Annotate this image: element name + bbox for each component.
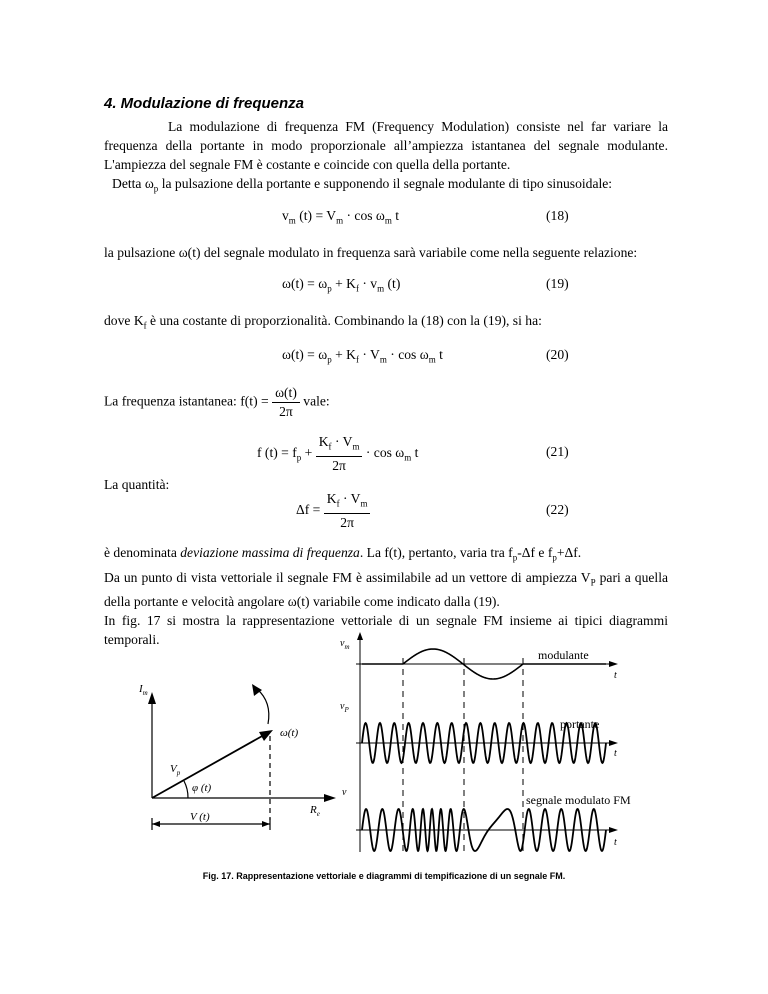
- detta-paragraph: Detta $\omega_p$ la pulsazione della portante e supponendo il segnale modulante di tipo sinusoidale:: [112, 176, 613, 194]
- equation-20-number: (20): [546, 347, 569, 362]
- t-label-2: t: [614, 748, 617, 759]
- after-eq18-paragraph: la pulsazione ω(t) del segnale modulato in frequenza sarà variabile come nella seguente relazione:: [104, 245, 638, 260]
- vp-label: $V_p$: [170, 763, 181, 777]
- omega-label: ω(t): [280, 727, 299, 739]
- vm-label: $v_m$: [340, 638, 350, 651]
- section-title: 4. Modulazione di frequenza: [104, 95, 305, 112]
- x-axis-arrow: [324, 794, 336, 802]
- t-label-1: t: [614, 670, 617, 681]
- equation-22-number: (22): [546, 502, 569, 517]
- x-axis-label: $R_e$: [310, 804, 320, 818]
- equation-20: $\omega(t) = \omega_p + K_f \cdot V_m \cdot \cos \omega_m$ t: [282, 347, 443, 365]
- figure-17: [130, 632, 650, 864]
- y-axis-label: $I_m$: [139, 683, 148, 697]
- intro-paragraph: La modulazione di frequenza FM (Frequency Modulation) consiste nel far variare la frequenza della portante in modo proporzionale all’ampiezza istantanea del segnale modulante. L'ampiezza del segnale FM è costante e coincide con quella della portante.: [104, 119, 668, 172]
- vt-label: V (t): [190, 811, 210, 823]
- time-diagrams: [356, 632, 618, 854]
- equation-21-number: (21): [546, 444, 569, 459]
- equation-19: $\omega(t) = \omega_p + K_f \cdot v_m$ (t): [282, 276, 401, 294]
- phi-label: φ (t): [192, 782, 212, 794]
- rotation-arc-arrow: [252, 684, 262, 696]
- after-eq19-paragraph: dove $K_f$ è una costante di proporzionalità. Combinando la (18) con la (19), si ha:: [104, 313, 542, 331]
- phi-arc: [184, 781, 188, 798]
- equation-21: f $(t) = f_p$ + $\frac{K_f \cdot V_m}{2\pi}$ · $\cos \omega_m$ t: [257, 434, 419, 473]
- rotation-arc: [257, 689, 269, 724]
- phasor-diagram: [148, 684, 336, 830]
- equation-18-number: (18): [546, 208, 569, 223]
- equation-19-number: (19): [546, 276, 569, 291]
- equation-22: Δf = $\frac{K_f \cdot V_m}{2\pi}$: [296, 490, 370, 532]
- v-axis-label: v: [342, 787, 347, 798]
- figure-caption: Fig. 17. Rappresentazione vettoriale e diagrammi di tempificazione di un segnale FM.: [202, 871, 566, 881]
- y-axis-arrow: [148, 692, 156, 704]
- quantita-label: La quantità:: [104, 477, 170, 492]
- t-label-3: t: [614, 837, 617, 848]
- phasor-vector-arrow: [259, 730, 273, 741]
- equation-18: $v_m$ $(t) = V_m \cdot \cos \omega_m$ t: [282, 208, 400, 226]
- portante-label: portante: [560, 717, 600, 731]
- fm-label: segnale modulato FM: [526, 793, 631, 807]
- vp-axis-label: $v_P$: [340, 701, 349, 714]
- closing-paragraphs: è denominata deviazione massima di frequenza. La f(t), pertanto, varia tra $f_p-\Delta f$ e $f_p+\Delta f$. Da un punto di vista vettoriale il segnale FM è assimilabile ad un vettore di ampiezza $V_P$ pari a quella della portante e velocità angolare ω(t) variabile come indicato dalla (19). In fig. 17 si mostra la rappresentazione vettoriale di un segnale FM insieme ai tipici diagrammi temporali.: [104, 545, 669, 648]
- modulante-label: modulante: [538, 648, 589, 662]
- instant-frequency-line: La frequenza istantanea: f(t) = $\frac{\omega(t)}{2\pi}$ vale:: [104, 385, 330, 419]
